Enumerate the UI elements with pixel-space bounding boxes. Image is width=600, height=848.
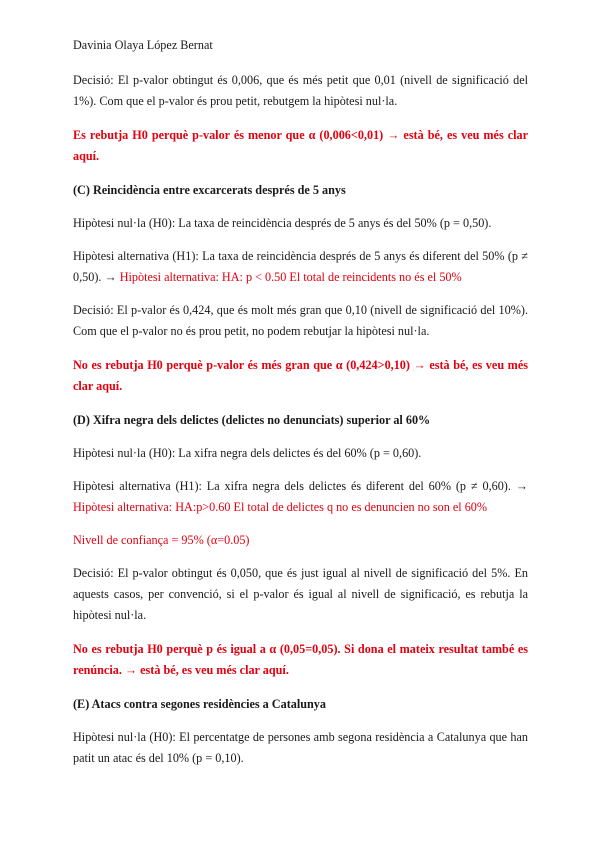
null-hypothesis-e: Hipòtesi nul·la (H0): El percentatge de persones amb segona residència a Catalunya que han patit un atac és del 10% (p = 0,10). bbox=[73, 730, 528, 765]
feedback-b: Es rebutja H0 perquè p-valor és menor que α (0,006<0,01) → està bé, es veu més clar aquí. bbox=[73, 128, 528, 163]
null-hypothesis-c: Hipòtesi nul·la (H0): La taxa de reincidència després de 5 anys és del 50% (p = 0,50). bbox=[73, 216, 492, 230]
confidence-level-d: Nivell de confiança = 95% (α=0.05) bbox=[73, 533, 250, 547]
feedback-d: No es rebutja H0 perquè p és igual a α (0,05=0,05). Si dona el mateix resultat també es renúncia. → està bé, es veu més clar aquí. bbox=[73, 642, 528, 677]
alt-hypothesis-d-note: Hipòtesi alternativa: HA:p>0.60 El total de delictes q no es denuncien no son el 60% bbox=[73, 500, 488, 514]
decision-d: Decisió: El p-valor obtingut és 0,050, que és just igual al nivell de significació del 5%. En aquests casos, per convenció, si el p-valor és igual al nivell de significació, es rebutja la hipòtesi nul·la. bbox=[73, 566, 528, 622]
alt-hypothesis-c-text: Hipòtesi alternativa (H1): La taxa de reincidència després de 5 anys és diferent del 50% (p ≠ 0,50). → bbox=[73, 249, 528, 284]
section-e-heading: (E) Atacs contra segones residències a Catalunya bbox=[73, 697, 326, 711]
section-c-heading: (C) Reincidència entre excarcerats després de 5 anys bbox=[73, 183, 346, 197]
alt-hypothesis-d bbox=[73, 476, 528, 518]
author-header: Davinia Olaya López Bernat bbox=[73, 38, 213, 52]
feedback-c: No es rebutja H0 perquè p-valor és més gran que α (0,424>0,10) → està bé, es veu més clar aquí. bbox=[73, 358, 528, 393]
alt-hypothesis-c bbox=[73, 246, 528, 288]
alt-hypothesis-c-note: Hipòtesi alternativa: HA: p < 0.50 El total de reincidents no és el 50% bbox=[119, 270, 462, 284]
null-hypothesis-d: Hipòtesi nul·la (H0): La xifra negra dels delictes és del 60% (p = 0,60). bbox=[73, 446, 422, 460]
decision-c: Decisió: El p-valor és 0,424, que és molt més gran que 0,10 (nivell de significació del 10%). Com que el p-valor no és prou petit, no podem rebutjar la hipòtesi nul·la. bbox=[73, 303, 528, 338]
decision-b: Decisió: El p-valor obtingut és 0,006, que és més petit que 0,01 (nivell de significació del 1%). Com que el p-valor és prou petit, rebutgem la hipòtesi nul·la. bbox=[73, 73, 528, 108]
section-d-heading: (D) Xifra negra dels delictes (delictes no denunciats) superior al 60% bbox=[73, 413, 431, 427]
alt-hypothesis-d-text: Hipòtesi alternativa (H1): La xifra negra dels delictes és diferent del 60% (p ≠ 0,60). → bbox=[73, 479, 528, 493]
